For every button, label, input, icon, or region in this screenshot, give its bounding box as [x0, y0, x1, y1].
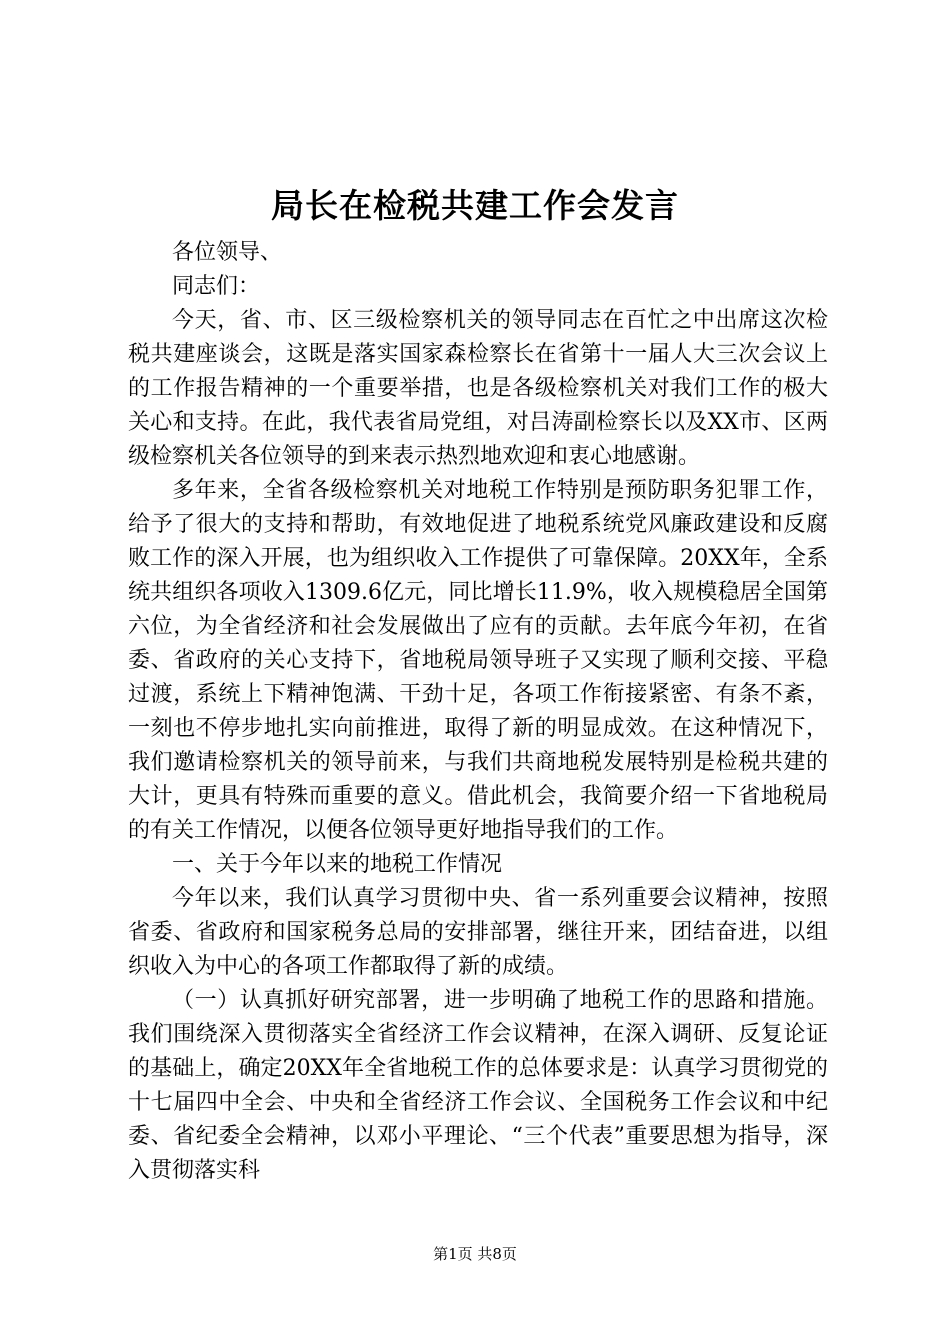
paragraph-welcome: 今天，省、市、区三级检察机关的领导同志在百忙之中出席这次检税共建座谈会，这既是落实国家森检察长在省第十一届人大三次会议上的工作报告精神的一个重要举措，也是各级检察机关对我们工作的极大关心和支持。在此，我代表省局党组，对吕涛副检察长以及XX市、区两级检察机关各位领导的到来表示热烈地欢迎和衷心地感谢。 [128, 308, 828, 469]
document-body [128, 236, 828, 1188]
paragraph-item-1: （一）认真抓好研究部署，进一步明确了地税工作的思路和措施。我们围绕深入贯彻落实全省经济工作会议精神，在深入调研、反复论证的基础上，确定20XX年全省地税工作的总体要求是：认真学习贯彻党的十七届四中全会、中央和全省经济工作会议、全国税务工作会议和中纪委、省纪委全会精神，以邓小平理论、“三个代表”重要思想为指导，深入贯彻落实科 [128, 988, 828, 1183]
section-heading-1: 一、关于今年以来的地税工作情况 [172, 852, 503, 877]
salutation-line-1: 各位领导、 [172, 240, 283, 265]
paragraph-overview: 多年来，全省各级检察机关对地税工作特别是预防职务犯罪工作，给予了很大的支持和帮助，有效地促进了地税系统党风廉政建设和反腐败工作的深入开展，也为组织收入工作提供了可靠保障。20XX年，全系统共组织各项收入1309.6亿元，同比增长11.9%，收入规模稳居全国第六位，为全省经济和社会发展做出了应有的贡献。去年底今年初，在省委、省政府的关心支持下，省地税局领导班子又实现了顺利交接、平稳过渡，系统上下精神饱满、干劲十足，各项工作衔接紧密、有条不紊，一刻也不停步地扎实向前推进，取得了新的明显成效。在这种情况下，我们邀请检察机关的领导前来，与我们共商地税发展特别是检税共建的大计，更具有特殊而重要的意义。借此机会，我简要介绍一下省地税局的有关工作情况，以便各位领导更好地指导我们的工作。 [128, 478, 828, 843]
paragraph-this-year: 今年以来，我们认真学习贯彻中央、省一系列重要会议精神，按照省委、省政府和国家税务总局的安排部署，继往开来，团结奋进，以组织收入为中心的各项工作都取得了新的成绩。 [128, 886, 828, 979]
document-title: 局长在检税共建工作会发言 [271, 186, 679, 225]
salutation-line-2: 同志们： [172, 274, 261, 299]
page-footer: 第1页 共8页 [433, 1245, 517, 1263]
